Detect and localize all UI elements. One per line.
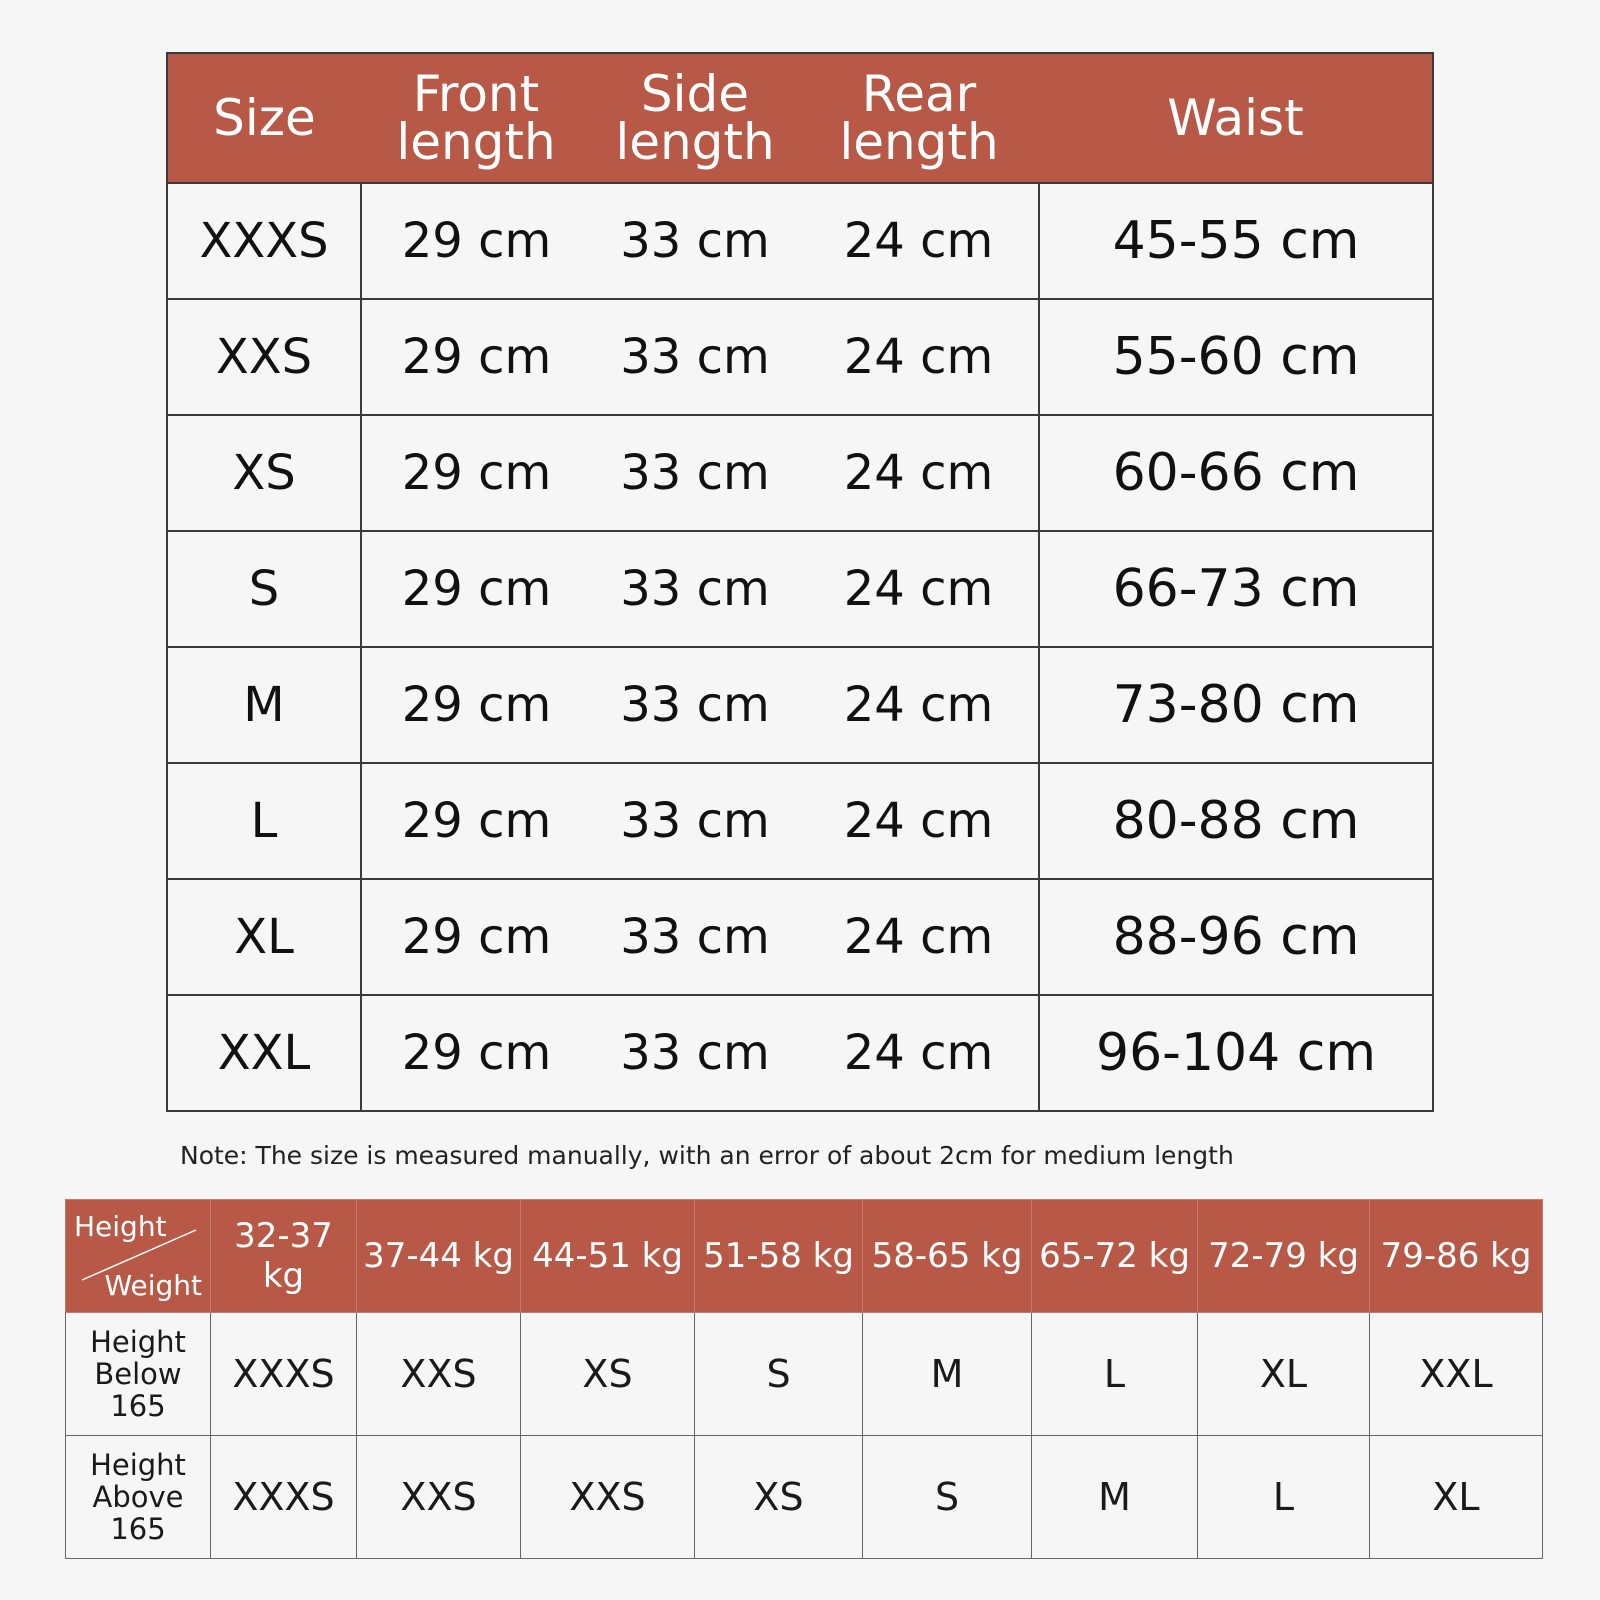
- size-cell: XXS: [167, 299, 361, 415]
- size-cell: S: [695, 1313, 863, 1436]
- height-weight-corner-cell: [66, 1200, 211, 1313]
- side-length-cell: 33 cm: [591, 647, 799, 763]
- front-length-cell: 29 cm: [361, 183, 591, 299]
- rear-length-cell: 24 cm: [799, 415, 1039, 531]
- waist-cell: 96-104 cm: [1039, 995, 1433, 1111]
- rear-length-cell: 24 cm: [799, 647, 1039, 763]
- side-length-cell: 33 cm: [591, 299, 799, 415]
- waist-cell: 60-66 cm: [1039, 415, 1433, 531]
- table-row: [167, 531, 1433, 647]
- size-cell: L: [167, 763, 361, 879]
- height-weight-table: [65, 1199, 1543, 1559]
- weight-header-row: [66, 1200, 1543, 1313]
- size-cell: XL: [1370, 1436, 1543, 1559]
- size-cell: L: [1198, 1436, 1370, 1559]
- weight-range-header: 44-51 kg: [521, 1200, 695, 1313]
- corner-height-label: Height: [74, 1210, 167, 1243]
- rear-length-cell: 24 cm: [799, 183, 1039, 299]
- waist-cell: 73-80 cm: [1039, 647, 1433, 763]
- table-row: [167, 415, 1433, 531]
- header-front-length: Front length: [361, 53, 591, 183]
- rear-length-cell: 24 cm: [799, 879, 1039, 995]
- weight-range-header: 79-86 kg: [1370, 1200, 1543, 1313]
- side-length-cell: 33 cm: [591, 531, 799, 647]
- size-chart-header-row: [167, 53, 1433, 183]
- size-cell: XXS: [357, 1436, 521, 1559]
- size-cell: XXL: [167, 995, 361, 1111]
- size-cell: M: [167, 647, 361, 763]
- side-length-cell: 33 cm: [591, 415, 799, 531]
- size-cell: XXXS: [167, 183, 361, 299]
- size-cell: XL: [167, 879, 361, 995]
- table-row: [167, 995, 1433, 1111]
- size-cell: M: [863, 1313, 1032, 1436]
- table-row: [167, 183, 1433, 299]
- size-cell: XXS: [521, 1436, 695, 1559]
- side-length-cell: 33 cm: [591, 995, 799, 1111]
- weight-range-header: 58-65 kg: [863, 1200, 1032, 1313]
- front-length-cell: 29 cm: [361, 995, 591, 1111]
- weight-range-header: 37-44 kg: [357, 1200, 521, 1313]
- header-side-length: Side length: [591, 53, 799, 183]
- table-row: [167, 879, 1433, 995]
- size-cell: XXXS: [211, 1313, 357, 1436]
- size-cell: XL: [1198, 1313, 1370, 1436]
- waist-cell: 55-60 cm: [1039, 299, 1433, 415]
- header-waist: Waist: [1039, 53, 1433, 183]
- rear-length-cell: 24 cm: [799, 531, 1039, 647]
- table-row: [167, 763, 1433, 879]
- size-cell: M: [1032, 1436, 1198, 1559]
- size-cell: XS: [167, 415, 361, 531]
- size-cell: L: [1032, 1313, 1198, 1436]
- side-length-cell: 33 cm: [591, 879, 799, 995]
- weight-range-header: 32-37 kg: [211, 1200, 357, 1313]
- size-cell: XXXS: [211, 1436, 357, 1559]
- waist-cell: 66-73 cm: [1039, 531, 1433, 647]
- weight-range-header: 65-72 kg: [1032, 1200, 1198, 1313]
- side-length-cell: 33 cm: [591, 183, 799, 299]
- table-row: [167, 299, 1433, 415]
- waist-cell: 45-55 cm: [1039, 183, 1433, 299]
- waist-cell: 88-96 cm: [1039, 879, 1433, 995]
- header-size: Size: [167, 53, 361, 183]
- rear-length-cell: 24 cm: [799, 299, 1039, 415]
- size-cell: XXS: [357, 1313, 521, 1436]
- weight-range-header: 51-58 kg: [695, 1200, 863, 1313]
- height-row-label: Height Below 165: [66, 1313, 211, 1436]
- rear-length-cell: 24 cm: [799, 995, 1039, 1111]
- side-length-cell: 33 cm: [591, 763, 799, 879]
- rear-length-cell: 24 cm: [799, 763, 1039, 879]
- size-cell: XXL: [1370, 1313, 1543, 1436]
- size-chart-table: [166, 52, 1434, 1112]
- corner-weight-label: Weight: [104, 1269, 202, 1302]
- waist-cell: 80-88 cm: [1039, 763, 1433, 879]
- front-length-cell: 29 cm: [361, 531, 591, 647]
- weight-range-header: 72-79 kg: [1198, 1200, 1370, 1313]
- table-row: [66, 1436, 1543, 1559]
- size-cell: XS: [521, 1313, 695, 1436]
- size-cell: S: [863, 1436, 1032, 1559]
- front-length-cell: 29 cm: [361, 415, 591, 531]
- front-length-cell: 29 cm: [361, 763, 591, 879]
- header-rear-length: Rear length: [799, 53, 1039, 183]
- table-row: [66, 1313, 1543, 1436]
- size-cell: S: [167, 531, 361, 647]
- table-row: [167, 647, 1433, 763]
- front-length-cell: 29 cm: [361, 879, 591, 995]
- size-cell: XS: [695, 1436, 863, 1559]
- front-length-cell: 29 cm: [361, 299, 591, 415]
- front-length-cell: 29 cm: [361, 647, 591, 763]
- height-row-label: Height Above 165: [66, 1436, 211, 1559]
- measurement-note: Note: The size is measured manually, with an error of about 2cm for medium length: [180, 1141, 1234, 1170]
